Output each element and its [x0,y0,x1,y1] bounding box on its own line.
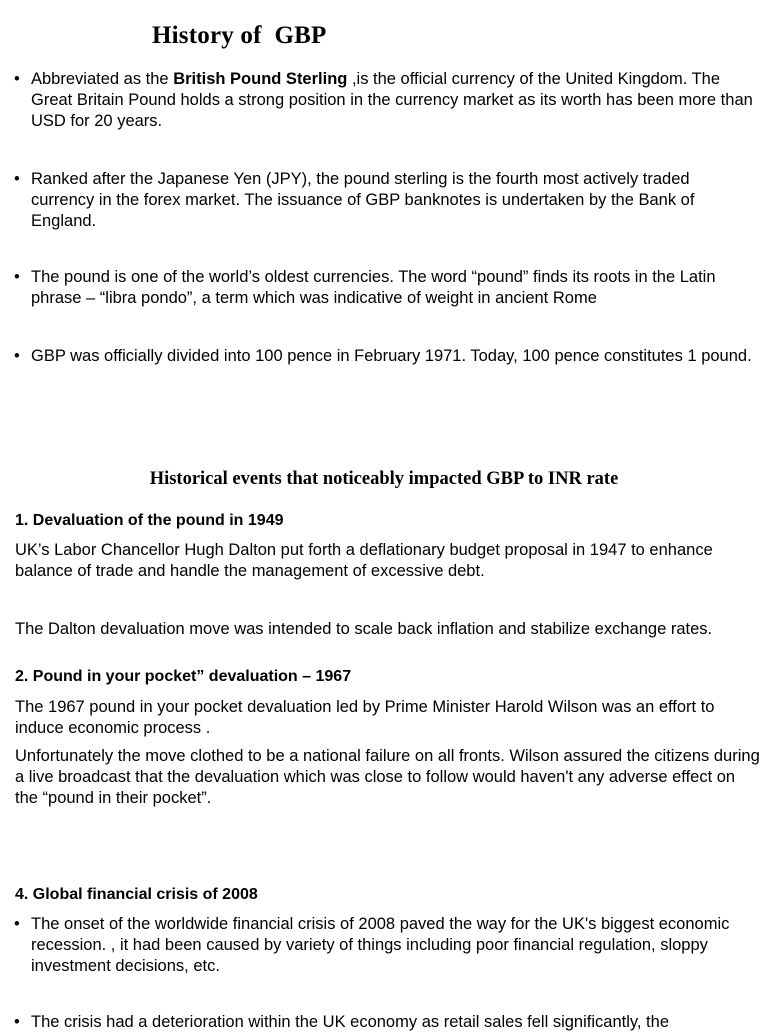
list-item [14,169,754,232]
bullet-text: The pound is one of the world’s oldest currencies. The word “pound” finds its roots in the Latin phrase – “libra pondo”, a term which was indicative of weight in ancient Rome [31,268,716,307]
event-heading: 2. Pound in your pocket” devaluation – 1967 [15,668,352,685]
list-item [14,69,754,132]
bullet-text: Ranked after the Japanese Yen (JPY), the pound sterling is the fourth most actively traded currency in the forex market. The issuance of GBP banknotes is undertaken by the Bank of England. [31,170,695,230]
list-item [14,267,754,309]
page-title: History of GBP [152,22,327,49]
bullet-icon: • [14,915,20,933]
list-item [14,914,754,977]
list-item [14,1012,754,1033]
bullet-icon: • [14,170,20,188]
bullet-text: GBP was officially divided into 100 pence in February 1971. Today, 100 pence constitutes 1 pound. [31,347,752,365]
bullet-text-segment: Abbreviated as the [31,70,174,88]
bullet-text: The crisis had a deterioration within the UK economy as retail sales fell significantly, the [31,1013,669,1031]
paragraph: Unfortunately the move clothed to be a national failure on all fronts. Wilson assured the citizens during a live broadcast that the devaluation which was close to follow would haven't any adverse effect on the “pound in their pocket”. [15,747,760,807]
paragraph: The 1967 pound in your pocket devaluation led by Prime Minister Harold Wilson was an effort to induce economic process . [15,698,715,737]
bullet-text [14,69,754,132]
bullet-icon: • [14,1013,20,1031]
event-heading: 4. Global financial crisis of 2008 [15,886,258,903]
bullet-icon: • [14,70,20,88]
bullet-icon: • [14,347,20,365]
bullet-icon: • [14,268,20,286]
bold-term: British Pound Sterling [173,70,352,88]
paragraph: UK’s Labor Chancellor Hugh Dalton put forth a deflationary budget proposal in 1947 to enhance balance of trade and handle the management of excessive debt. [15,541,713,580]
event-heading: 1. Devaluation of the pound in 1949 [15,512,284,529]
bullet-text-segment: ,is the official currency of the United Kingdom. The Great Britain Pound holds a strong position in the currency market as its worth has been more than USD for 20 years. [31,70,753,130]
section-title: Historical events that noticeably impacted GBP to INR rate [149,469,619,489]
bullet-text: The onset of the worldwide financial crisis of 2008 paved the way for the UK's biggest economic recession. , it had been caused by variety of things including poor financial regulation, sloppy investment decisions, etc. [31,915,730,975]
paragraph: The Dalton devaluation move was intended to scale back inflation and stabilize exchange rates. [15,620,713,638]
list-item [14,346,754,367]
